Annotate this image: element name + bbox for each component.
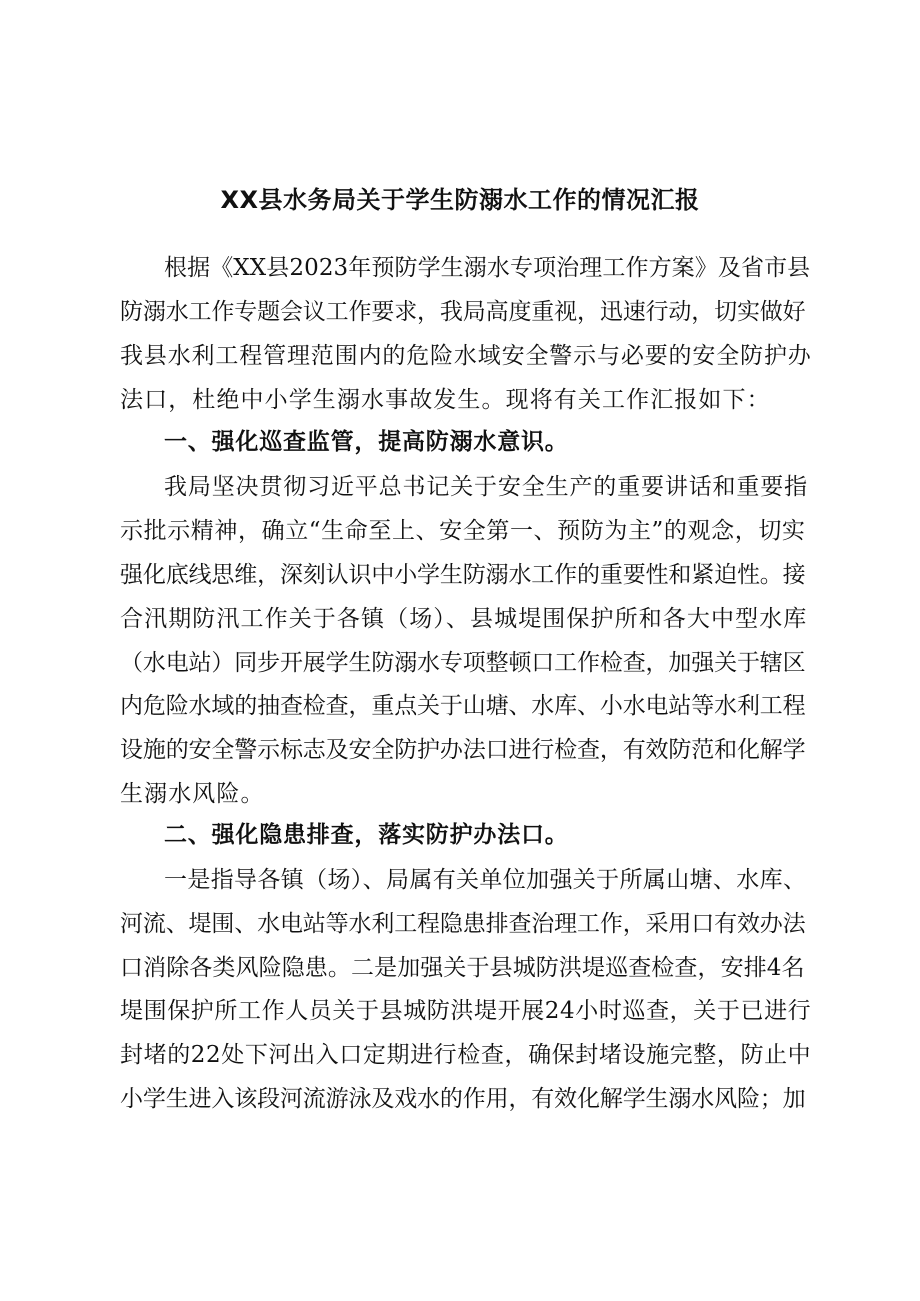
section-1-line: 内危险水域的抽查检查，重点关于山塘、水库、小水电站等水利工程 [120,693,806,719]
intro-line: 法口，杜绝中小学生溺水事故发生。现将有关工作汇报如下： [120,387,771,413]
intro-line: 防溺水工作专题会议工作要求，我局高度重视，迅速行动，切实做好 [120,299,806,325]
section-1-line: 合汛期防汛工作关于各镇（场）、县城堤围保护所和各大中型水库 [120,606,808,632]
section-2-line: 一是指导各镇（场）、局属有关单位加强关于所属山塘、水库、 [164,867,807,893]
section-1-line: （水电站）同步开展学生防溺水专项整顿口工作检查，加强关于辖区 [120,650,806,676]
section-1-line: 生溺水风险。 [120,781,265,807]
document-title: XX县水务局关于学生防溺水工作的情况汇报 [220,186,700,214]
section-2-line: 封堵的22处下河出入口定期进行检查，确保封堵设施完整，防止中 [120,1042,812,1068]
section-1-heading: 一、强化巡查监管，提高防溺水意识。 [164,429,569,455]
section-1-line: 强化底线思维，深刻认识中小学生防溺水工作的重要性和紧迫性。接 [120,562,806,588]
intro-line: 根据《XX县2023年预防学生溺水专项治理工作方案》及省市县 [164,255,811,281]
intro-line: 我县水利工程管理范围内的危险水域安全警示与必要的安全防护办 [120,343,812,369]
section-2-line: 小学生进入该段河流游泳及戏水的作用，有效化解学生溺水风险；加 [120,1086,806,1112]
section-2-line: 堤围保护所工作人员关于县城防洪堤开展24小时巡查，关于已进行 [120,998,812,1024]
section-1-line: 设施的安全警示标志及安全防护办法口进行检查，有效防范和化解学 [120,737,806,763]
section-2-line: 河流、堤围、水电站等水利工程隐患排查治理工作，采用口有效办法 [120,911,806,937]
section-2-line: 口消除各类风险隐患。二是加强关于县城防洪堤巡查检查，安排4名 [120,955,805,981]
section-1-line: 示批示精神，确立“生命至上、安全第一、预防为主”的观念，切实 [120,518,806,544]
section-1-line: 我局坚决贯彻习近平总书记关于安全生产的重要讲话和重要指 [164,474,808,500]
section-2-heading: 二、强化隐患排查，落实防护办法口。 [164,822,569,848]
